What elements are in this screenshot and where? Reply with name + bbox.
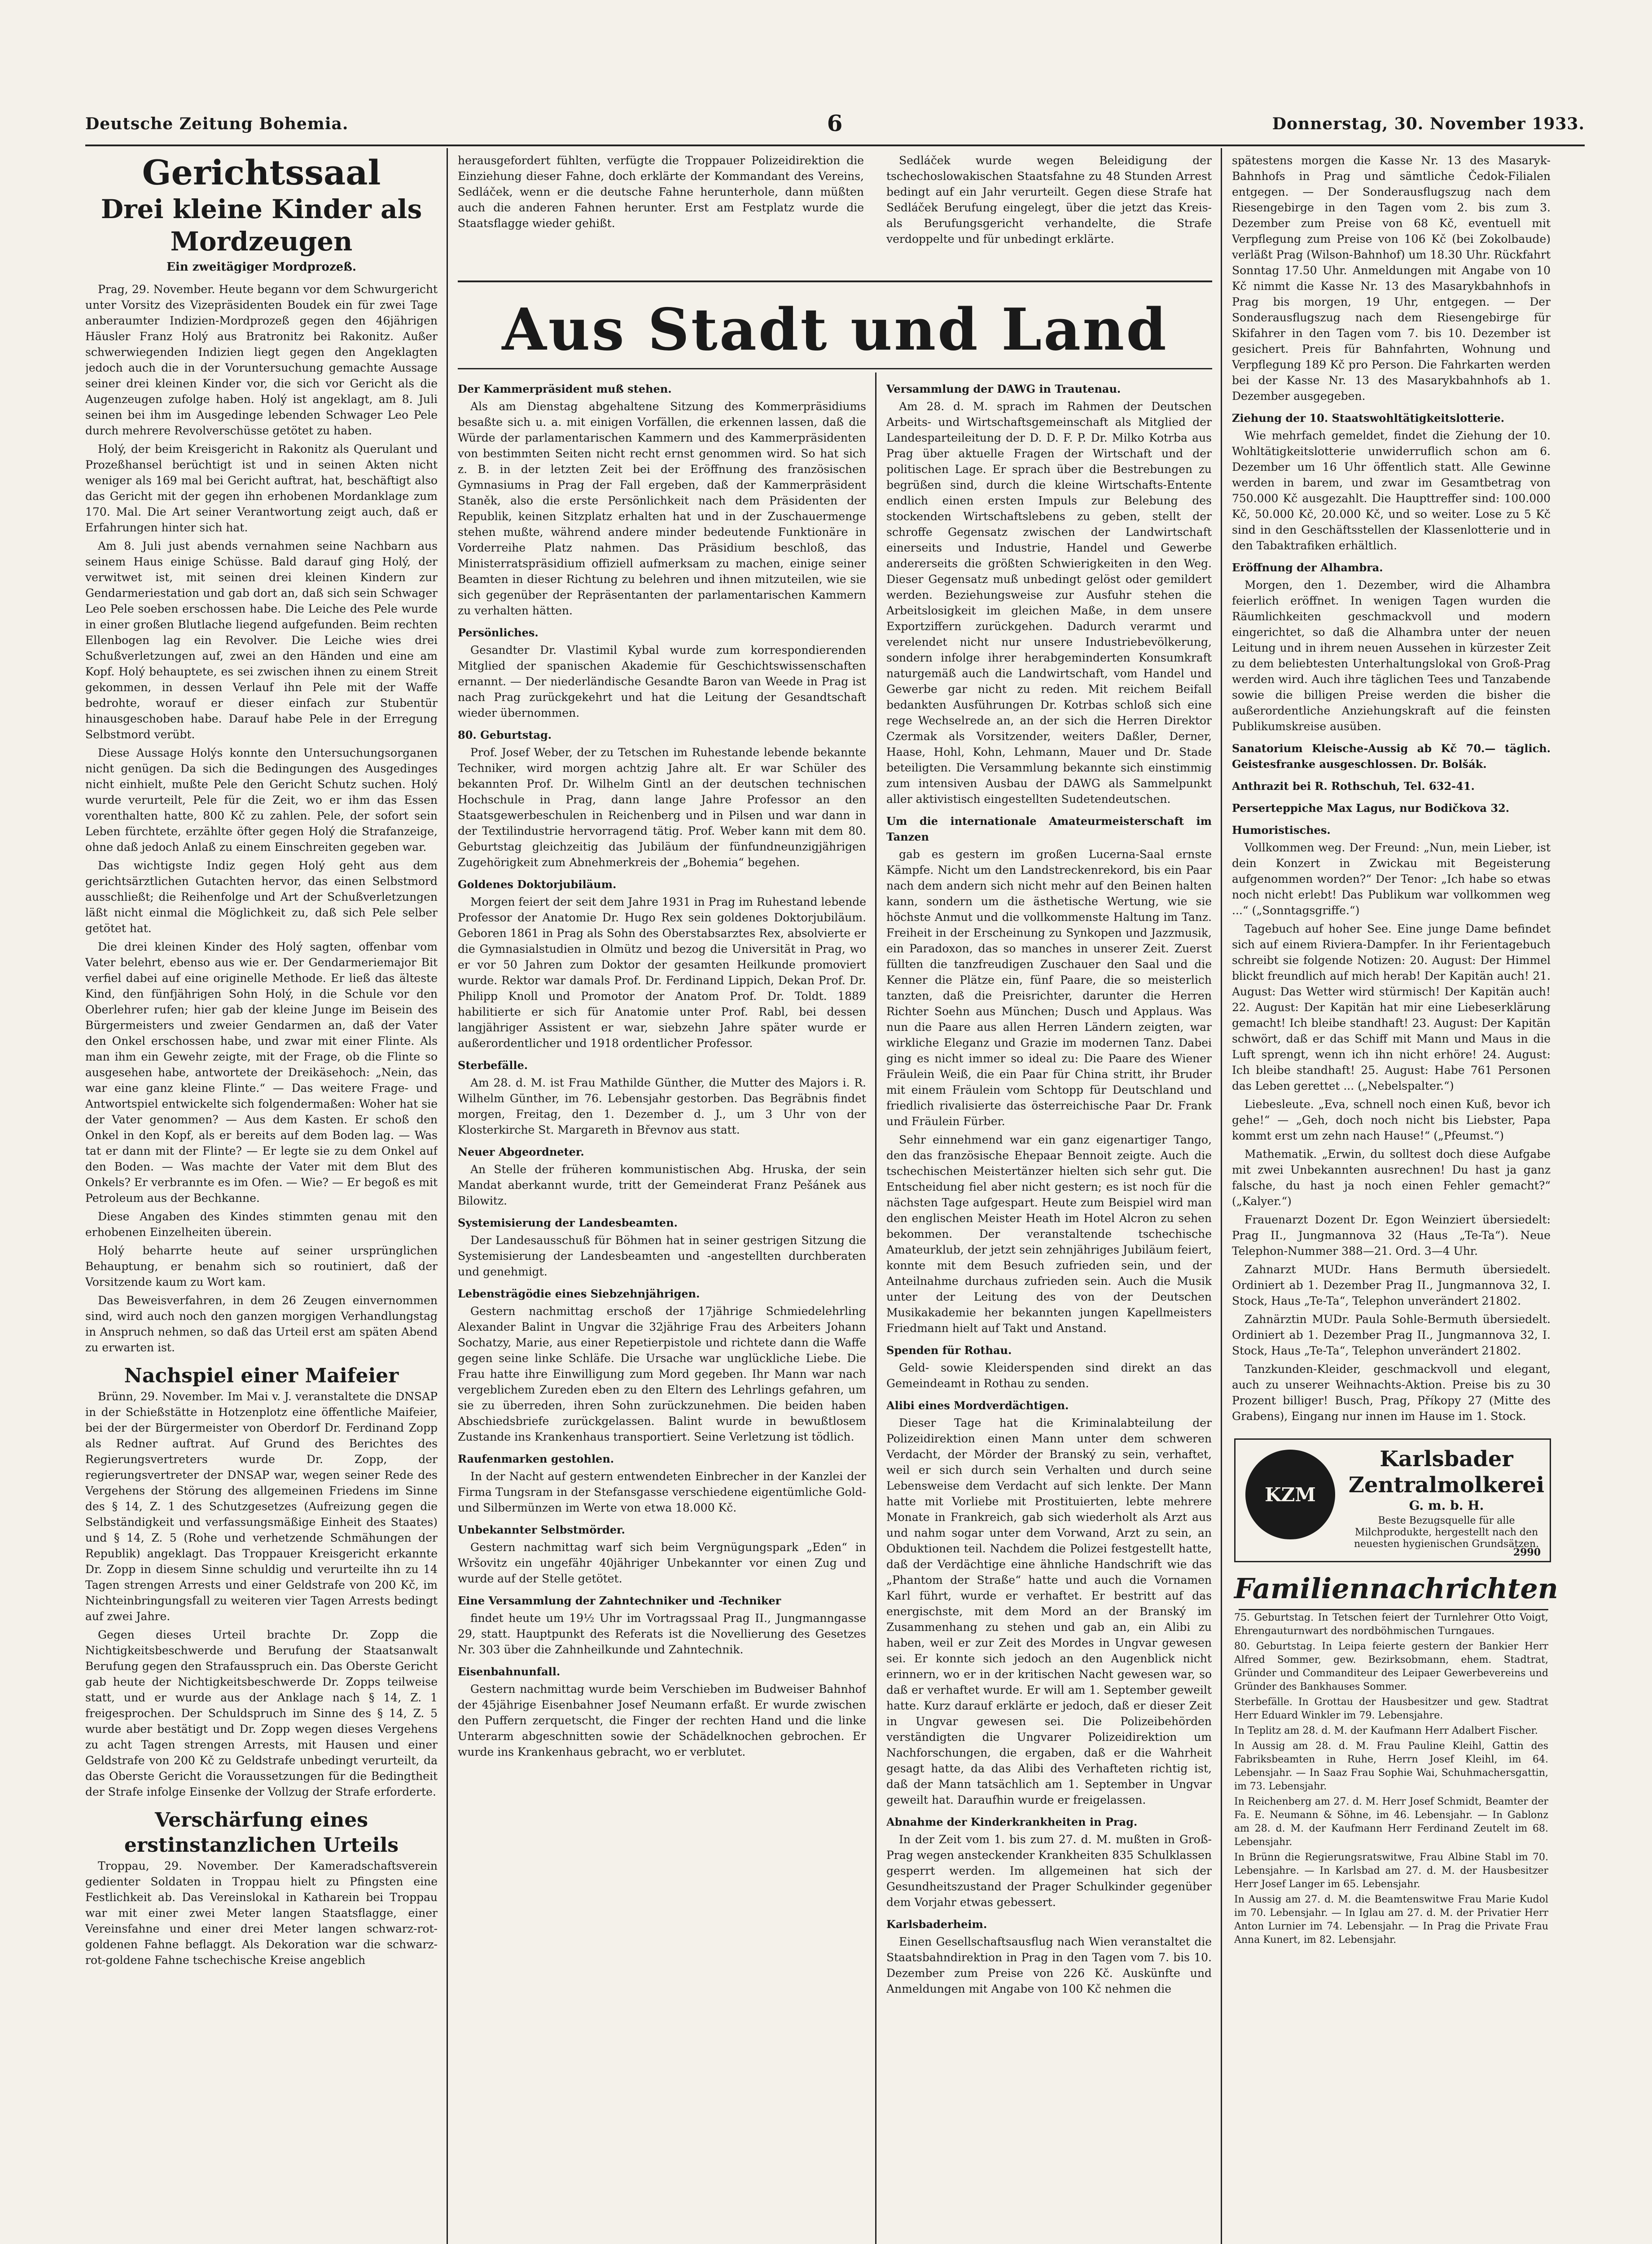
item-heading: Alibi eines Mordverdächtigen. [886, 1399, 1069, 1412]
article-paragraph: spätestens morgen die Kasse Nr. 13 des Masaryk-Bahnhofs in Prag und sämtliche Čedok-Filialen entgegen. — Der Sonderausflugszug nach dem Riesengebirge in den Tagen vom 2. bis zum 3. Dezember zum Preise von 68 Kč, eventuell mit Verpflegung zum Preise von 106 Kč (bei Zokolbaude) verläßt Prag (Wilson-Bahnhof) um 18.30 Uhr. Rückfahrt Sonntag 17.50 Uhr. Anmeldungen mit Angabe von 10 Kč nimmt die Kasse Nr. 13 des Masarykbahnhofs in Prag bis morgen, 19 Uhr, entgegen. — Der Sonderausflugszug nach dem Riesengebirge für Skifahrer in den Tagen vom 7. bis 10. Dezember ist gesichert. Preis für Bahnfahrten, Wohnung und Verpflegung 189 Kč pro Person. Die Fahrkarten werden bei der Kasse Nr. 13 des Masarykbahnhofs ab 1. Dezember ausgegeben. [1232, 154, 1551, 403]
article-paragraph: Troppau, 29. November. Der Kameradschaftsverein gedienter Soldaten in Troppau hielt zu Pfingsten eine Festlichkeit ab. Das Vereinslokal in Katharein bei Troppau war mit einer zwei Meter langen Staatsflagge, einer Vereinsfahne und einer drei Meter langen schwarz-rot-goldenen Fahne beflaggt. Als Dekoration war die schwarz-rot-goldene Fahne tschechische Kreise angeblich [85, 1859, 438, 1967]
article-paragraph: Dieser Tage hat die Kriminalabteilung der Polizeidirektion einen Mann unter dem schweren Verdacht, der Mörder der Branský zu sein, verhaftet, weil er sich durch sein Verhalten und durch seine Lebensweise dem Verdacht auf sich lenkte. Der Mann hatte mit Vorliebe mit Prostituierten, lebte mehrere Monate in Frankreich, gab sich wiederholt als Arzt aus und nahm sogar unter dem Vorwand, Arzt zu sein, an Obduktionen teil. Nachdem die Polizei festgestellt hatte, daß der Verdächtige eine ähnliche Handschrift wie das „Phantom der Straße“ hatte und auch die Vornamen Karl führt, wurde er verhaftet. Er bestritt auf das energischste, mit dem Mord an der Branský im Zusammenhang zu stehen und gab an, ein Alibi zu haben, weil er zur Zeit des Mordes in Ungvar gewesen sei. Er konnte sich jedoch an den Augenblick nicht erinnern, wo er in der kritischen Nacht gewesen war, so daß er verhaftet wurde. Er will am 1. September geweilt hatte. Kurz darauf erklärte er jedoch, daß er dieser Zeit in Ungvar gewesen sei. Die Polizeibehörden verständigten die Ungvarer Polizeidirektion um Nachforschungen, die ergaben, daß er die Wahrheit gesagt hatte, da das Alibi des Verhafteten richtig ist, daß der Mann tatsächlich am 1. September in Ungvar geweilt hat. Daraufhin wurde er freigelassen. [886, 1416, 1212, 1806]
article-paragraph: Gestern nachmittag warf sich beim Vergnügungspark „Eden“ in Wršovitz ein ungefähr 40jähriger Unbekannter vor einen Zug und wurde auf der Stelle getötet. [458, 1541, 866, 1585]
advertisement-karlsbader-zentralmolkerei [1234, 1438, 1551, 1562]
item-heading: Persönliches. [458, 626, 539, 639]
family-notice: 80. Geburtstag. In Leipa feierte gestern der Bankier Herr Alfred Sommer, gew. Bezirksobmann, ehem. Stadtrat, Gründer und Commanditeur des Leipaer Gewerbevereins und Gründer des Bankhauses Sommer. [1234, 1641, 1548, 1692]
article-paragraph: Wie mehrfach gemeldet, findet die Ziehung der 10. Wohltätigkeitslotterie unwiderruflich schon am 6. Dezember um 16 Uhr öffentlich statt. Alle Gewinne werden in barem, und zwar im Gesamtbetrag von 750.000 Kč ausgezahlt. Die Haupttreffer sind: 100.000 Kč, 50.000 Kč, 20.000 Kč, und so weiter. Lose zu 5 Kč sind in den Geschäftsstellen der Klassenlotterie und in den Tabaktrafiken erhältlich. [1232, 429, 1551, 552]
column-stadt-land-1 [458, 375, 866, 2244]
column-gerichtssaal [85, 153, 438, 2244]
article-paragraph: Zahnarzt MUDr. Hans Bermuth übersiedelt. Ordiniert ab 1. Dezember Prag II., Jungmannova 32, I. Stock, Haus „Te-Ta“, Telephon unverändert 21802. [1232, 1263, 1551, 1307]
article-paragraph: Diese Angaben des Kindes stimmten genau mit den erhobenen Einzelheiten überein. [85, 1210, 438, 1239]
article-subline: Ein zweitägiger Mordprozeß. [167, 260, 356, 274]
article-paragraph: Als am Dienstag abgehaltene Sitzung des Kommerpräsidiums besaßte sich u. a. mit einigen Vorfällen, die erkennen lassen, daß die Würde der parlamentarischen Kammern und des Kammerpräsidenten von bestimmten Seiten nicht recht ernst genommen wird. So hat sich z. B. in der letzten Zeit bei der Eröffnung des französischen Gymnasiums in Prag der Fall ergeben, daß der Kammerpräsident Staněk, also die erste Persönlichkeit nach dem Präsidenten der Republik, keinen Sitzplatz erhalten hat und in der Zuschauermenge stehen mußte, während andere minder bedeutende Funktionäre in Vorderreihe Platz nahmen. Das Präsidium beschloß, das Ministerratspräsidium offiziell aufmerksam zu machen, einige seiner Beamten in dieser Richtung zu belehren und ihnen mitzuteilen, wie sie sich gegenüber der Repräsentanten der parlamentarischen Kammern zu verhalten hätten. [458, 400, 866, 617]
ad-title-line: Zentralmolkerei [1348, 1473, 1545, 1498]
ad-description: Beste Bezugsquelle für alle Milchprodukte, hergestellt nach den neuesten hygienischen Grundsätzen. [1354, 1515, 1539, 1550]
ad-title-line: Karlsbader [1380, 1446, 1513, 1472]
ad-title [1348, 1446, 1545, 1498]
article-paragraph: Geld- sowie Kleiderspenden sind direkt an das Gemeindeamt in Rothau zu senden. [886, 1361, 1212, 1390]
article-paragraph: Frauenarzt Dozent Dr. Egon Weinziert übersiedelt: Prag II., Jungmannova 32 (Haus „Te-Ta“). Neue Telephon-Nummer 388—21. Ord. 3—4 Uhr. [1232, 1213, 1551, 1258]
family-notice: In Aussig am 27. d. M. die Beamtenswitwe Frau Marie Kudol im 70. Lebensjahr. — In Iglau am 27. d. M. der Privatier Herr Anton Lurnier im 74. Lebensjahr. — In Prag die Private Frau Anna Kunert, im 82. Lebensjahr. [1234, 1894, 1548, 1946]
article-paragraph: Am 28. d. M. sprach im Rahmen der Deutschen Arbeits- und Wirtschaftsgemeinschaft als Mitglied der Landesparteileitung der D. D. F. P. Dr. Milko Kotrba aus Prag über aktuelle Fragen der Wirtschaft und der politischen Lage. Er sprach über die Bestrebungen zu begrüßen sind, durch die kleine Wirtschafts-Entente endlich einen ersten Impuls zur Belebung des stockenden Wirtschaftslebens zu geben, stellt der schroffe Gegensatz zwischen der Landwirtschaft einerseits und Industrie, Handel und Gewerbe andererseits die größten Schwierigkeiten in den Weg. Dieser Gegensatz muß unbedingt gelöst oder gemildert werden. Beziehungsweise zur Ausfuhr stehen die Arbeitslosigkeit im gleichen Maße, in dem unsere Exportziffern zurückgehen. Dadurch verarmt und verelendet nicht nur unsere Industriebevölkerung, sondern infolge ihrer herabgeminderten Konsumkraft naturgemäß auch die Landwirtschaft, vom Handel und Gewerbe gar nicht zu reden. Mit reichem Beifall bedankten Ausführungen Dr. Kotrbas schloß sich eine rege Wechselrede an, an der sich die Herren Direktor Czermak als Vorsitzender, weiters Daßler, Derner, Haase, Hohl, Kohn, Lehmann, Mauer und Dr. Stade beteiligten. Die Versammlung bekannte sich einstimmig zum intensiven Ausbau der DAWG als Sammelpunkt aller aktivistisch eingestellten Sudetendeutschen. [886, 400, 1212, 806]
item-heading: Eisenbahnunfall. [458, 1665, 561, 1678]
item-heading: 80. Geburtstag. [458, 728, 552, 741]
family-notices [1234, 1611, 1548, 2244]
section-banner: Aus Stadt und Land [502, 296, 1168, 364]
article-paragraph: findet heute um 19½ Uhr im Vortragssaal Prag II., Jungmanngasse 29, statt. Hauptpunkt des Referats ist die Novellierung des Gesetzes Nr. 303 über die Zahnheilkunde und Zahntechnik. [458, 1612, 866, 1656]
banner-rule [458, 368, 1212, 369]
article-paragraph: Am 8. Juli just abends vernahmen seine Nachbarn aus seinem Haus einige Schüsse. Bald darauf ging Holý, der verwitwet ist, mit seinen drei kleinen Kindern zur Gendarmeriestation und gab dort an, daß sich sein Schwager Leo Pele soeben erschossen habe. Die Leiche des Pele wurde in einer großen Blutlache liegend aufgefunden. Beim rechten Ellenbogen lag ein Revolver. Die Leiche wies drei Schußverletzungen auf, zwei an den Händen und eine am Kopf. Holý behauptete, es sei zwischen ihnen zu einem Streit gekommen, in dessen Verlauf ihn Pele mit der Waffe bedrohte, worauf er dieser einfach zur Stubentür hinausgeschoben habe. Darauf habe Pele in der Erregung Selbstmord verübt. [85, 539, 438, 741]
column-divider [1221, 148, 1222, 2244]
article-headline: Verschärfung eines erstinstanzlichen Urteils [124, 1809, 399, 1857]
column-divider [447, 148, 448, 2244]
article-paragraph: In der Nacht auf gestern entwendeten Einbrecher in der Kanzlei der Firma Tungsram in der Stefansgasse verschiedene eigentümliche Gold- und Silbermünzen im Werte von etwa 18.000 Kč. [458, 1470, 866, 1514]
article-paragraph: Zahnärztin MUDr. Paula Sohle-Bermuth übersiedelt. Ordiniert ab 1. Dezember Prag II., Jungmannova 32, I. Stock, Haus „Te-Ta“, Telephon unverändert 21802. [1232, 1313, 1551, 1357]
item-heading: Der Kammerpräsident muß stehen. [458, 382, 672, 395]
page-header [85, 110, 1585, 141]
article-paragraph: An Stelle der früheren kommunistischen Abg. Hruska, der sein Mandat aberkannt wurde, tritt der Gemeinderat Franz Pešánek aus Bilowitz. [458, 1163, 866, 1207]
notice-line: Anthrazit bei R. Rothschuh, Tel. 632-41. [1232, 780, 1475, 793]
family-notice: In Brünn die Regierungsratswitwe, Frau Albine Stabl im 70. Lebensjahre. — In Karlsbad am 27. d. M. der Hausbesitzer Herr Josef Langer im 65. Lebensjahr. [1234, 1852, 1548, 1890]
ad-code: 2990 [1513, 1547, 1541, 1558]
article-paragraph: herausgefordert fühlten, verfügte die Troppauer Polizeidirektion die Einziehung dieser Fahne, doch erklärte der Kommandant des Vereins, Sedláček, wenn er die deutsche Fahne herunterhole, dann müßten auch die anderen Fahnen herunter. Erst am Festplatz wurde die Staatsflagge wieder gehißt. [458, 154, 864, 230]
article-paragraph: Morgen, den 1. Dezember, wird die Alhambra feierlich eröffnet. In wenigen Tagen wurden die Räumlichkeiten geschmackvoll und modern eingerichtet, so daß die Alhambra unter der neuen Leitung und in ihrem neuen Aussehen in kürzester Zeit zu dem beliebtesten Unterhaltungslokal von Groß-Prag werden wird. Auch ihre täglichen Tees und Tanzabende sowie die billigen Preise werden die bisher die außerordentliche Anziehungskraft auf die feinsten Publikumskreise ausüben. [1232, 579, 1551, 733]
article-paragraph: Das Beweisverfahren, in dem 26 Zeugen einvernommen sind, wird auch noch den ganzen morgigen Verhandlungstag in Anspruch nehmen, so daß das Urteil erst am späten Abend zu erwarten ist. [85, 1294, 438, 1354]
article-headline: Nachspiel einer Maifeier [124, 1364, 399, 1387]
dairy-logo-icon: KZM [1245, 1450, 1335, 1539]
article-paragraph: Prof. Josef Weber, der zu Tetschen im Ruhestande lebende bekannte Techniker, wird morgen achtzig Jahre alt. Er war Schüler des bekannten Prof. Dr. Wilhelm Gintl an der deutschen technischen Hochschule in Prag, dann lange Jahre Professor an den Staatsgewerbeschulen in Reichenberg und in Pilsen und war dann in der Textilindustrie hervorragend tätig. Prof. Weber kann mit dem 80. Geburtstag gleichzeitig das Jubiläum der fünfundneunzigjährigen Zugehörigkeit zum Abnehmerkreis der „Bohemia“ begehen. [458, 746, 866, 869]
column-notices [1232, 153, 1551, 1432]
item-heading: Systemisierung der Landesbeamten. [458, 1216, 678, 1229]
item-heading: Lebensträgödie eines Siebzehnjährigen. [458, 1287, 700, 1300]
family-notices-title: Familiennachrichten [1234, 1572, 1558, 1605]
article-paragraph: Sehr einnehmend war ein ganz eigenartiger Tango, den das französische Ehepaar Bennoit zeigte. Auch die tschechischen Meistertänzer hielten sich sehr gut. Die Entscheidung fiel aber nicht gestern; es ist noch für die nächsten Tage aufgespart. Heute zum Beispiel wird man den englischen Meister Heath im Hotel Alcron zu sehen bekommen. Der veranstaltende tschechische Amateurklub, der jetzt sein zehnjähriges Jubiläum feiert, konnte mit dem Besuch zufrieden sein, und der Anteilnahme durchaus zufrieden sein. Auch die Musik unter der Leitung des von der Deutschen Musikakademie her bekannten jungen Kapellmeisters Friedmann hielt auf Takt und Anstand. [886, 1133, 1212, 1335]
newspaper-name: Deutsche Zeitung Bohemia. [85, 114, 349, 133]
article-paragraph: Die drei kleinen Kinder des Holý sagten, offenbar vom Vater belehrt, ebenso aus wie er. Der Gendarmeriemajor Bit verfiel dabei auf eine originelle Methode. Er ließ das älteste Kind, den fünfjährigen Sohn Holý, in die Schule vor den Oberlehrer rufen; hier gab der kleine Junge im Beisein des Bürgermeisters und zweier Gendarmen an, daß der Vater den Onkel erschossen habe, und zwar mit einer Flinte. Als man ihm ein Gewehr zeigte, mit der Frage, ob die Flinte so ausgesehen habe, antwortete der Dreikäsehoch: „Nein, das war eine ganz kleine Flinte.“ — Das weitere Frage- und Antwortspiel entwickelte sich folgendermaßen: Woher hat sie der Vater genommen? — Aus dem Kasten. Er schoß den Onkel in den Kopf, als er bereits auf dem Boden lag. — Was tat er dann mit der Flinte? — Er legte sie zu dem Onkel auf den Boden. — Was machte der Vater mit dem Blut des Onkels? Er verbrannte es im Ofen. — Wie? — Er begoß es mit Petroleum aus der Bechkanne. [85, 940, 438, 1205]
article-paragraph: Vollkommen weg. Der Freund: „Nun, mein Lieber, ist dein Konzert in Zwickau mit Begeisterung aufgenommen worden?“ Der Tenor: „Ich habe so etwas noch nicht erlebt! Das Publikum war vollkommen weg ...“ („Sonntagsgriffe.“) [1232, 841, 1551, 917]
notice-line: Perserteppiche Max Lagus, nur Bodičkova 32. [1232, 802, 1510, 815]
item-heading: Eröffnung der Alhambra. [1232, 561, 1383, 574]
article-paragraph: Brünn, 29. November. Im Mai v. J. veranstaltete die DNSAP in der Schießstätte in Hotzenplotz eine öffentliche Maifeier, bei der der Bürgermeister von Oberdorf Dr. Ferdinand Zopp als Redner auftrat. Auf Grund des Berichtes des Regierungsvertreters wurde Dr. Zopp, der regierungsvertreter der DNSAP war, wegen seiner Rede des Vergehens der Störung des allgemeinen Friedens im Sinne des § 14, Z. 1 des Schutzgesetzes (Aufreizung gegen die Selbständigkeit und verfassungsmäßige Einheit des Staates) und § 14, Z. 5 (Rohe und verhetzende Schmähungen der Republik) angeklagt. Das Troppauer Kreisgericht erkannte Dr. Zopp in diesem Sinne schuldig und verurteilte ihn zu 14 Tagen strengen Arrests und einer Geldstrafe von 200 Kč, im Nichteinbringungsfall zu weiteren vier Tagen Arrests bedingt auf zwei Jahre. [85, 1390, 438, 1623]
article-paragraph: Sedláček wurde wegen Beleidigung der tschechoslowakischen Staatsfahne zu 48 Stunden Arrest bedingt auf ein Jahr verurteilt. Gegen diese Strafe hat Sedláček Berufung eingelegt, über die jetzt das Kreis- als Berufungsgericht verhandelte, die Strafe verdoppelte und für unbedingt erklärte. [886, 154, 1212, 245]
item-heading: Neuer Abgeordneter. [458, 1145, 584, 1158]
family-rule [1239, 1609, 1548, 1610]
item-heading: Karlsbaderheim. [886, 1918, 987, 1931]
banner-rule [458, 280, 1212, 282]
article-paragraph: Prag, 29. November. Heute begann vor dem Schwurgericht unter Vorsitz des Vizepräsidenten Boudek ein für zwei Tage anberaumter Indizien-Mordprozeß gegen den 46jährigen Häusler Franz Holý aus Bratronitz bei Rakonitz. Außer schwerwiegenden Indizien liegt gegen den Angeklagten jedoch auch die in der Voruntersuchung gemachte Aussage seiner drei kleinen Kinder vor, die sich vor Gericht als die Augenzeugen zufolge haben. Holý ist angeklagt, am 8. Juli seinen bei ihm im Ausgedinge lebenden Schwager Leo Pele durch mehrere Revolverschüsse getötet zu haben. [85, 283, 438, 437]
article-paragraph: Holý, der beim Kreisgericht in Rakonitz als Querulant und Prozeßhansel berüchtigt ist und in seinen Akten nicht weniger als 169 mal bei Gericht auftrat, hat, beschäftigt also das Gericht mit der gegen ihn erhobenen Mordanklage zum 170. Mal. Die Art seiner Verantwortung zeigt auch, daß er Erfahrungen hinter sich hat. [85, 443, 438, 534]
article-paragraph: Das wichtigste Indiz gegen Holý geht aus dem gerichtsärztlichen Gutachten hervor, das einen Selbstmord ausschließt; die Reihenfolge und Art der Schußverletzungen läßt nicht einmal die Möglichkeit zu, daß sich Pele selber getötet hat. [85, 859, 438, 935]
article-paragraph: Diese Aussage Holýs konnte den Untersuchungsorganen nicht genügen. Da sich die Bedingungen des Ausgedinges nicht einhielt, mußte Pele den Gericht Schutz suchen. Holý wurde verurteilt, Pele für die Zeit, wo er ihm das Essen vorenthalten hatte, 800 Kč zu zahlen. Pele, der sofort sein Leben fürchtete, erzählte öfter gegen Holý die Strafanzeige, ohne daß jedoch Anlaß zu einem Einschreiten gegeben war. [85, 746, 438, 854]
article-paragraph: Tagebuch auf hoher See. Eine junge Dame befindet sich auf einem Riviera-Dampfer. In ihr Ferientagebuch schreibt sie folgende Notizen: 20. August: Der Himmel blickt freundlich auf mich herab! Der Kapitän auch! 21. August: Das Wetter wird stürmisch! Der Kapitän auch! 22. August: Der Kapitän hat mir eine Liebeserklärung gemacht! Ich bleibe standhaft! 23. August: Der Kapitän schwört, daß er das Schiff mit Mann und Maus in die Luft sprengt, wenn ich ihn nicht erhöre! 24. August: Ich bleibe standhaft! 25. August: Habe 761 Personen das Leben gerettet ... („Nebelspalter.“) [1232, 922, 1551, 1092]
article-paragraph: Mathematik. „Erwin, du solltest doch diese Aufgabe mit zwei Unbekannten ausrechnen! Du hast ja ganz falsche, du hast ja noch einen Fehler gemacht?“ („Kalyer.“) [1232, 1148, 1551, 1208]
continuation-block [886, 153, 1212, 278]
item-heading: Versammlung der DAWG in Trautenau. [886, 382, 1121, 395]
issue-date: Donnerstag, 30. November 1933. [1272, 114, 1585, 133]
article-paragraph: Liebesleute. „Eva, schnell noch einen Kuß, bevor ich gehe!“ — „Geh, doch noch nicht bis Liebster, Papa kommt erst um zehn nach Hause!“ („Pfeumst.“) [1232, 1098, 1551, 1142]
article-paragraph: Gesandter Dr. Vlastimil Kybal wurde zum korrespondierenden Mitglied der spanischen Akademie für Geschichtswissenschaften ernannt. — Der niederländische Gesandte Baron van Weede in Prag ist nach Prag zurückgekehrt und hat die Leitung der Gesandtschaft wieder übernommen. [458, 644, 866, 719]
item-heading: Eine Versammlung der Zahntechniker und -Techniker [458, 1594, 781, 1607]
article-headline: Drei kleine Kinder als Mordzeugen [101, 194, 422, 257]
article-paragraph: In der Zeit vom 1. bis zum 27. d. M. mußten in Groß-Prag wegen ansteckender Krankheiten 835 Schulklassen gesperrt werden. Im allgemeinen hat sich der Gesundheitszustand der Prager Schulkinder gegenüber dem Vorjahr etwas gebessert. [886, 1833, 1212, 1909]
article-paragraph: Einen Gesellschaftsausflug nach Wien veranstaltet die Staatsbahndirektion in Prag in den Tagen vom 7. bis 10. Dezember zum Preise von 226 Kč. Auskünfte und Anmeldungen mit Angabe von 100 Kč nehmen die [886, 1935, 1212, 1995]
article-paragraph: Gestern nachmittag wurde beim Verschieben im Budweiser Bahnhof der 45jährige Eisenbahner Josef Neumann erfaßt. Er wurde zwischen den Puffern zerquetscht, die Finger der rechten Hand und die linke Unterarm abgeschnitten sowie der Schädelknochen gebrochen. Er wurde ins Krankenhaus gebracht, wo er verblutet. [458, 1683, 866, 1758]
column-divider [875, 373, 876, 2244]
column-stadt-land-2 [886, 375, 1212, 2244]
item-heading: Humoristisches. [1232, 824, 1331, 837]
article-paragraph: Am 28. d. M. ist Frau Mathilde Günther, die Mutter des Majors i. R. Wilhelm Günther, im 76. Lebensjahr gestorben. Das Begräbnis findet morgen, Freitag, den 1. Dezember d. J., um 3 Uhr von der Klosterkirche St. Margareth in Břevnov aus statt. [458, 1076, 866, 1136]
item-heading: Spenden für Rothau. [886, 1344, 1012, 1357]
family-notice: In Teplitz am 28. d. M. der Kaufmann Herr Adalbert Fischer. [1234, 1725, 1538, 1736]
article-paragraph: Tanzkunden-Kleider, geschmackvoll und elegant, auch zu unserer Weihnachts-Aktion. Preise bis zu 30 Prozent billiger! Busch, Prag, Příkopy 27 (Mitte des Grabens), Eingang nur innen im Hause im 1. Stock. [1232, 1363, 1551, 1423]
family-notice: 75. Geburtstag. In Tetschen feiert der Turnlehrer Otto Voigt, Ehrengauturnwart des nordböhmischen Turngaues. [1234, 1612, 1548, 1637]
family-notice: In Reichenberg am 27. d. M. Herr Josef Schmidt, Beamter der Fa. E. Neumann & Söhne, im 46. Lebensjahr. — In Gablonz am 28. d. M. der Kaufmann Herr Ferdinand Zeutelt im 68. Lebensjahr. [1234, 1796, 1548, 1848]
article-paragraph: gab es gestern im großen Lucerna-Saal ernste Kämpfe. Nicht um den Landstreckenrekord, bis ein Paar nach dem andern sich nicht mehr auf den Beinen halten kann, sondern um die ästhetische Wertung, wie sie höchste Anmut und die vollkommenste Haltung im Tanz. Freiheit in der Erscheinung zu Synkopen und Jazzmusik, ein Paradoxon, das so manches in unserer Zeit. Zuerst füllten die tanzfreudigen Zuschauer den Saal und die Kenner die Plätze ein, fünf Paare, die so meisterlich tanzten, daß die Preisrichter, darunter die Herren Richter Soehn aus München; Dusch und Applaus. Was nun die Paare aus allen Herren Ländern zeigten, war wirkliche Eleganz und Grazie im modernen Tanz. Dabei ging es nicht immer so ideal zu: Die Paare des Wiener Fräulein Weiß, die ein Paar für China stritt, ihr Bruder mit einem Fräulein vom Schtopp für Deutschland und friedlich rivalisierte das österreichische Paar Dr. Frank und Fräulein Fürber. [886, 848, 1212, 1128]
item-heading: Um die internationale Amateurmeisterschaft im Tanzen [886, 815, 1212, 843]
notice-line: Sanatorium Kleische-Aussig ab Kč 70.— täglich. Geistesfranke ausgeschlossen. Dr. Bolšák. [1232, 742, 1551, 771]
article-paragraph: Holý beharrte heute auf seiner ursprünglichen Behauptung, er benahm sich so routiniert, daß der Vorsitzende kaum zu Wort kam. [85, 1244, 438, 1289]
continuation-block [458, 153, 864, 278]
item-heading: Abnahme der Kinderkrankheiten in Prag. [886, 1815, 1138, 1828]
section-title: Gerichtssaal [142, 153, 381, 193]
article-paragraph: Gegen dieses Urteil brachte Dr. Zopp die Nichtigkeitsbeschwerde und Berufung der Staatsanwalt Berufung gegen den Strafausspruch ein. Das Oberste Gericht gab heute der Nichtigkeitsbeschwerde Dr. Zopps teilweise statt, und er wurde aus der Anklage nach § 14, Z. 1 freigesprochen. Der Schuldspruch im Sinne des § 14, Z. 5 wurde aber bestätigt und Dr. Zopp wegen dieses Vergehens zu acht Tagen strengen Arrests, mit Hausen und einer Geldstrafe von 200 Kč zu Geldstrafe unbedingt verurteilt, da das Oberste Gericht die Voraussetzungen für die Bedingtheit der Strafe infolge Einsenke der Vollzug der Strafe erforderte. [85, 1628, 438, 1798]
item-heading: Goldenes Doktorjubiläum. [458, 878, 617, 891]
family-notice: In Aussig am 28. d. M. Frau Pauline Kleihl, Gattin des Fabriksbeamten in Ruhe, Herrn Josef Kleihl, im 64. Lebensjahr. — In Saaz Frau Sophie Wai, Schuhmachersgattin, im 73. Lebensjahr. [1234, 1740, 1548, 1792]
article-paragraph: Gestern nachmittag erschoß der 17jährige Schmiedelehrling Alexander Balint in Ungvar die 32jährige Frau des Arbeiters Johann Sochatzy, Marie, aus einer Repetierpistole und richtete dann die Waffe gegen seine linke Schläfe. Die Ursache war unglückliche Liebe. Die Frau hatte ihre Einwilligung zum Mord gegeben. Ihr Mann war nach vergeblichem Zureden eben zu den Eltern des Lehrlings gefahren, um sie zu überreden, ihren Sohn zurückzunehmen. Die beiden haben Abschiedsbriefe zurückgelassen. Balint wurde in bewußtlosem Zustande ins Krankenhaus transportiert. Seine Verletzung ist tödlich. [458, 1305, 866, 1443]
ad-company-form: G. m. b. H. [1409, 1498, 1484, 1513]
family-notice: Sterbefälle. In Grottau der Hausbesitzer und gew. Stadtrat Herr Eduard Winkler im 79. Lebensjahre. [1234, 1696, 1548, 1721]
header-rule [85, 145, 1585, 146]
item-heading: Ziehung der 10. Staatswohltätigkeitslotterie. [1232, 412, 1505, 425]
article-paragraph: Morgen feiert der seit dem Jahre 1931 in Prag im Ruhestand lebende Professor der Anatomie Dr. Hugo Rex sein goldenes Doktorjubiläum. Geboren 1861 in Prag als Sohn des Oberstabsarztes Rex, absolvierte er die Gymnasialstudien in Olmütz und bezog die Universität in Prag, wo er vor 50 Jahren zum Doktor der gesamten Heilkunde promoviert wurde. Rektor war damals Prof. Dr. Ferdinand Lippich, Dekan Prof. Dr. Philipp Knoll und Promotor der Anatom Prof. Dr. Toldt. 1889 habilitierte er sich für Anatomie unter Prof. Rabl, bei dessen langjähriger Assistent er war, siebzehn Jahre später wurde er außerordentlicher und 1918 ordentlicher Professor. [458, 895, 866, 1050]
article-paragraph: Der Landesausschuß für Böhmen hat in seiner gestrigen Sitzung die Systemisierung der Landesbeamten und -angestellten durchberaten und genehmigt. [458, 1234, 866, 1278]
page-number: 6 [827, 110, 843, 136]
item-heading: Unbekannter Selbstmörder. [458, 1523, 625, 1536]
item-heading: Raufenmarken gestohlen. [458, 1452, 614, 1465]
item-heading: Sterbefälle. [458, 1059, 528, 1072]
